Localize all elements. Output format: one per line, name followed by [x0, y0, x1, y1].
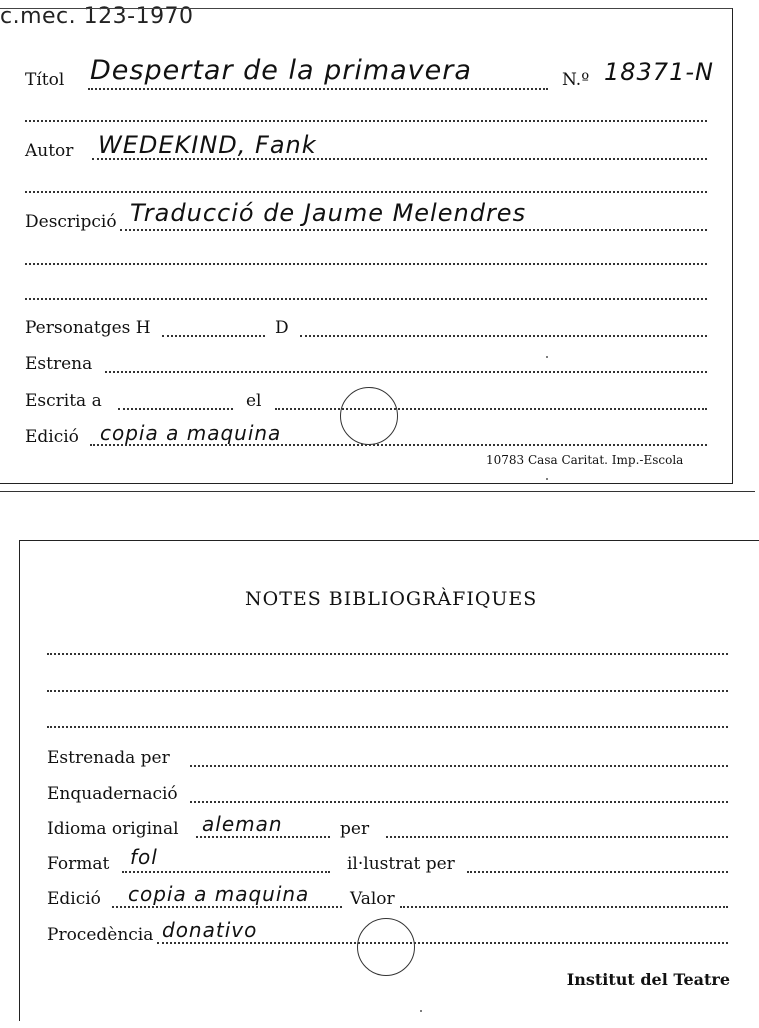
- paper-speck: [546, 356, 548, 358]
- edicio-line-2: [112, 906, 342, 908]
- num-value: 18371-N: [604, 58, 714, 86]
- personatges-d-line: [300, 335, 707, 337]
- descripcio-line-2: [25, 263, 707, 265]
- format-value: fol: [130, 845, 158, 869]
- idioma-per-line: [386, 836, 728, 838]
- edicio-label-2: Edició: [47, 889, 101, 909]
- num-label: N.º: [562, 70, 590, 90]
- illustrat-line: [467, 871, 728, 873]
- estrena-label: Estrena: [25, 354, 93, 374]
- descripcio-label: Descripció: [25, 212, 117, 232]
- paper-speck: [546, 478, 548, 480]
- institut-imprint: Institut del Teatre: [566, 970, 730, 989]
- valor-label: Valor: [350, 889, 395, 909]
- procedencia-value: donativo: [162, 918, 258, 942]
- idioma-label: Idioma original: [47, 819, 179, 839]
- escrita-label: Escrita a: [25, 391, 102, 411]
- procedencia-label: Procedència: [47, 925, 154, 945]
- descripcio-line-3: [25, 298, 707, 300]
- idioma-value: aleman: [202, 812, 283, 836]
- illustrat-label: il·lustrat per: [347, 854, 455, 874]
- estrena-line: [105, 371, 707, 373]
- valor-line: [400, 906, 728, 908]
- edicio-label-1: Edició: [25, 427, 79, 447]
- notes-title: NOTES BIBLIOGRÀFIQUES: [245, 588, 538, 610]
- punch-hole-circle: [340, 387, 398, 445]
- autor-line-2: [25, 191, 707, 193]
- idioma-line: [196, 836, 330, 838]
- escrita-line: [118, 408, 233, 410]
- personatges-label: Personatges H: [25, 318, 151, 338]
- printer-imprint: 10783 Casa Caritat. Imp.-Escola: [486, 453, 684, 467]
- notes-line-2: [47, 690, 728, 692]
- descripcio-line: [120, 229, 707, 231]
- enquadernacio-line: [190, 801, 728, 803]
- notes-line-3: [47, 726, 728, 728]
- personatges-h-line: [162, 335, 265, 337]
- notes-line-1: [47, 653, 728, 655]
- titol-line: [88, 88, 548, 90]
- enquadernacio-label: Enquadernació: [47, 784, 178, 804]
- paper-speck: [420, 1010, 422, 1012]
- el-label: el: [246, 391, 262, 411]
- format-label: Format: [47, 854, 110, 874]
- estrenada-line: [190, 765, 728, 767]
- format-line: [122, 871, 330, 873]
- punch-hole-circle-2: [357, 918, 415, 976]
- procedencia-line: [157, 942, 728, 944]
- card-separator: [0, 491, 755, 492]
- estrenada-label: Estrenada per: [47, 748, 170, 768]
- titol-line-2: [25, 120, 707, 122]
- edicio-value-2: copia a maquina: [128, 882, 310, 906]
- titol-label: Títol: [25, 70, 65, 90]
- idioma-per-label: per: [340, 819, 370, 839]
- autor-label: Autor: [25, 141, 74, 161]
- edicio-value-1: copia a maquina: [100, 421, 282, 445]
- titol-value: Despertar de la primavera: [90, 55, 472, 86]
- descripcio-value: Traducció de Jaume Melendres: [130, 199, 527, 227]
- personatges-d-label: D: [275, 318, 289, 338]
- autor-value: WEDEKIND, Fank: [98, 131, 317, 159]
- catalog-note: c.mec. 123-1970: [0, 4, 194, 29]
